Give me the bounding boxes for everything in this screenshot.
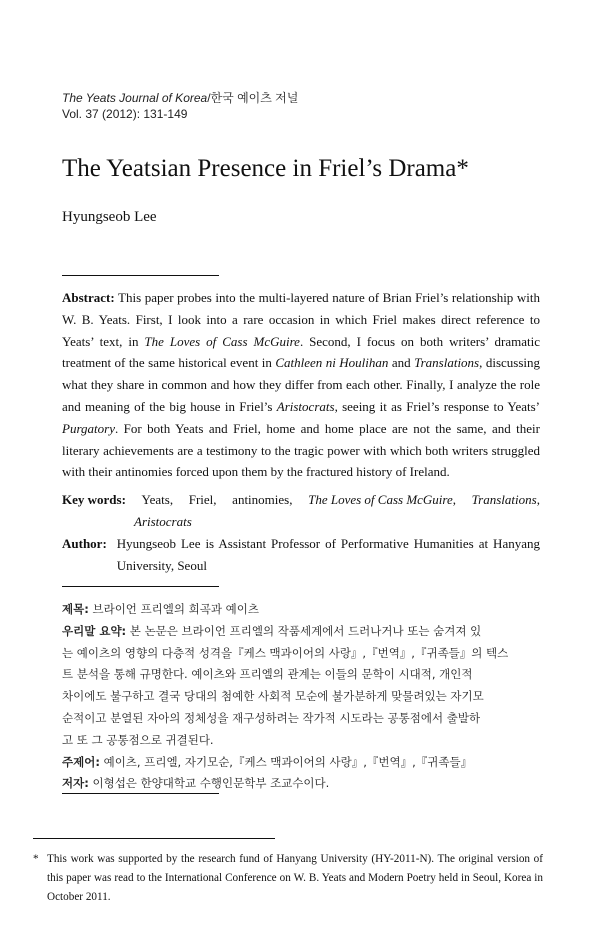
abstract-title-reference: Cathleen ni Houlihan [275, 355, 389, 371]
korean-summary [62, 599, 540, 795]
abstract-label: Abstract: [62, 290, 115, 305]
journal-title-line [62, 90, 298, 106]
abstract-paragraph [62, 287, 540, 483]
paper-title: The Yeatsian Presence in Friel’s Drama* [62, 155, 469, 182]
journal-header [62, 90, 298, 122]
keyword-item: antinomies, [232, 492, 293, 507]
abstract-title-reference: Purgatory [62, 420, 115, 436]
author-info-row [62, 533, 540, 577]
keyword-item: Yeats, [141, 492, 174, 507]
abstract-body [62, 290, 540, 479]
abstract-text-segment: . For both Yeats and Friel, home and home place are not the same, and their literary achievements are a testimony to the tragic power with which both writers struggled with their antinomies forced upon them by the fractured history of Ireland. [62, 420, 540, 480]
divider-rule-bottom [62, 793, 219, 794]
journal-korean-name: /한국 예이츠 저널 [207, 91, 299, 105]
divider-rule-middle [62, 586, 219, 587]
keywords-line-2: Aristocrats [134, 513, 192, 529]
abstract-title-reference: Translations [414, 355, 480, 371]
keyword-item: Friel, [188, 492, 217, 507]
footnote [33, 850, 543, 907]
journal-volume: Vol. 37 (2012): 131-149 [62, 107, 188, 121]
paper-author: Hyungseob Lee [62, 209, 157, 225]
author-info-text: Hyungseob Lee is Assistant Professor of Performative Humanities at Hanyang University, Seoul [116, 536, 540, 573]
korean-summary-line: 순적이고 분열된 자아의 정체성을 재구성하려는 작가적 시도라는 공통점에서 출발하 [62, 710, 481, 725]
journal-name: The Yeats Journal of Korea [62, 91, 208, 105]
korean-summary-line: 차이에도 불구하고 결국 당대의 첨예한 사회적 모순에 불가분하게 맞물려있는 자기모 [62, 689, 484, 704]
abstract-text-segment: , discussing what they share in common and how they differ from each other. Finally, I analyze the role and meaning of the big house in Friel’s [62, 355, 540, 414]
keyword-item: The Loves of Cass McGuire, [308, 492, 457, 507]
abstract-text-segment: and [388, 355, 415, 371]
divider-rule-top [62, 275, 219, 276]
korean-title-line: 제목: 브라이언 프리엘의 희곡과 예이츠 [62, 602, 259, 616]
footnote-text: This work was supported by the research fund of Hanyang University (HY-2011-N). The original version of this paper was read to the International Conference on W. B. Yeats and Modern Poetry held in Seoul, Korea in October 2011. [47, 853, 543, 903]
footnote-rule [33, 838, 275, 839]
korean-keywords-line: 주제어: 예이츠, 프리엘, 자기모순,『케스 맥과이어의 사랑』,『번역』,『귀족들』 [62, 754, 473, 769]
author-info-label: Author: [62, 536, 107, 551]
keyword-item: Translations, [471, 492, 540, 507]
abstract-text-segment: . Second, I focus on both writers’ dramatic treatment of the same historical event in [62, 333, 540, 371]
korean-summary-line: 트 분석을 통해 규명한다. 예이츠와 프리엘의 관계는 이들의 문학이 시대적, 개인적 [62, 667, 473, 682]
korean-summary-line: 우리말 요약: 본 논문은 브라이언 프리엘의 작품세계에서 드러나거나 또는 숨겨져 있 [62, 623, 482, 638]
abstract-text-segment: This paper probes into the multi-layered nature of Brian Friel’s relationship with W. B. Yeats. First, I look into a rare occasion in which Friel makes direct reference to Yeats’ text, in [62, 290, 540, 349]
korean-author-line: 저자: 이형섭은 한양대학교 수행인문학부 조교수이다. [62, 776, 330, 791]
keywords-line [62, 489, 540, 511]
korean-summary-line: 고 또 그 공통점으로 귀결된다. [62, 732, 214, 747]
footnote-mark: * [33, 853, 39, 865]
keywords-label: Key words: [62, 492, 126, 507]
abstract-title-reference: Aristocrats [276, 398, 335, 414]
korean-summary-line: 는 예이츠의 영향의 다층적 성격을『케스 맥과이어의 사랑』,『번역』,『귀족들』의 텍스 [62, 645, 509, 660]
abstract-title-reference: The Loves of Cass McGuire [144, 333, 300, 349]
abstract-text-segment: , seeing it as Friel’s response to Yeats’ [334, 398, 540, 414]
keywords-row [62, 489, 540, 533]
